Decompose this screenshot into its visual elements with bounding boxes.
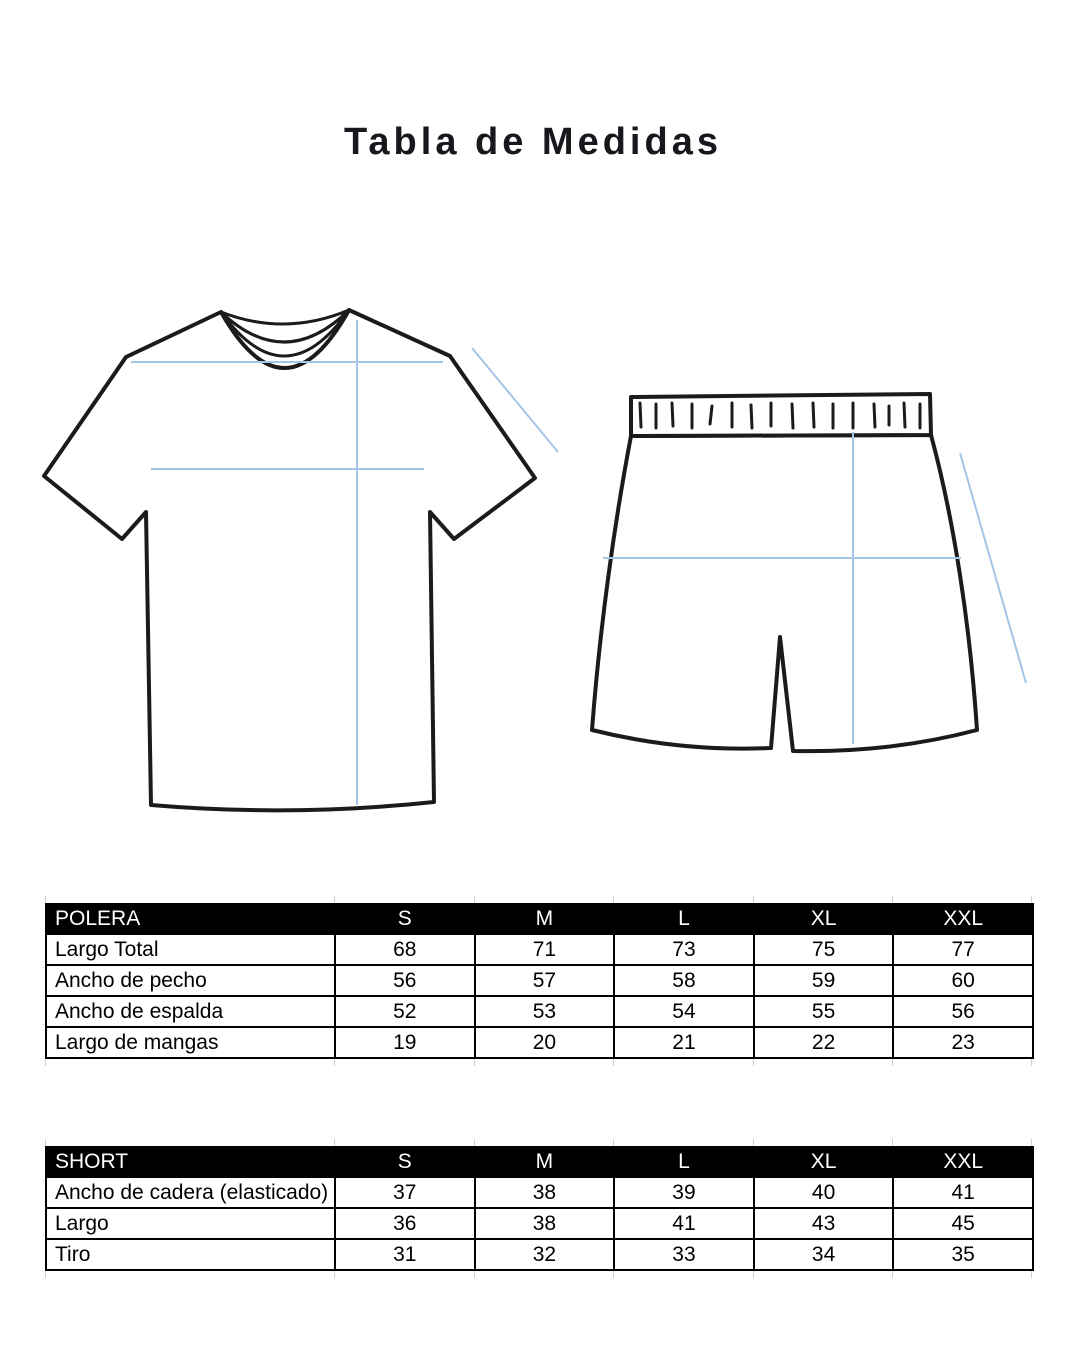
gridline-stub [45, 1271, 46, 1278]
table-title-cell: SHORT [46, 1147, 335, 1177]
gridline-stub [1031, 1059, 1032, 1066]
row-label-cell: Largo de mangas [46, 1027, 335, 1058]
tshirt-illustration [30, 290, 560, 820]
size-header-cell: XXL [893, 904, 1033, 934]
size-header-cell: L [614, 1147, 754, 1177]
size-value-cell: 52 [335, 996, 475, 1027]
page-title: Tabla de Medidas [344, 121, 722, 163]
size-value-cell: 56 [335, 965, 475, 996]
row-label-cell: Tiro [46, 1239, 335, 1270]
gridline-stub [613, 1271, 614, 1278]
gridline-stub [45, 1139, 46, 1146]
size-value-cell: 20 [475, 1027, 615, 1058]
gridline-stub [334, 1059, 335, 1066]
shorts-outline [592, 435, 977, 751]
row-label-cell: Largo [46, 1208, 335, 1239]
table-row [46, 1027, 1033, 1058]
gridline-stub [892, 896, 893, 903]
gridline-stub [892, 1271, 893, 1278]
size-value-cell: 60 [893, 965, 1033, 996]
polera-table [45, 903, 1034, 1059]
size-value-cell: 41 [614, 1208, 754, 1239]
size-header-cell: S [335, 904, 475, 934]
table-header-row [46, 1147, 1033, 1177]
size-value-cell: 32 [475, 1239, 615, 1270]
gridline-stub [474, 1059, 475, 1066]
size-value-cell: 53 [475, 996, 615, 1027]
table-row [46, 1208, 1033, 1239]
size-value-cell: 33 [614, 1239, 754, 1270]
size-value-cell: 58 [614, 965, 754, 996]
gridline-stub [892, 1059, 893, 1066]
short-size-table [45, 1146, 1032, 1271]
size-value-cell: 59 [754, 965, 894, 996]
tshirt-outline [44, 310, 535, 810]
gridline-stub [753, 1059, 754, 1066]
row-label-cell: Largo Total [46, 934, 335, 965]
size-value-cell: 55 [754, 996, 894, 1027]
size-value-cell: 71 [475, 934, 615, 965]
gridline-stub [613, 896, 614, 903]
shorts-illustration [560, 370, 1040, 790]
table-row [46, 1177, 1033, 1208]
size-value-cell: 23 [893, 1027, 1033, 1058]
size-value-cell: 22 [754, 1027, 894, 1058]
size-value-cell: 73 [614, 934, 754, 965]
gridline-stub [1031, 1139, 1032, 1146]
size-header-cell: S [335, 1147, 475, 1177]
size-value-cell: 38 [475, 1208, 615, 1239]
short-table [45, 1146, 1034, 1271]
gridline-stub [1031, 1271, 1032, 1278]
size-value-cell: 54 [614, 996, 754, 1027]
gridline-stub [753, 1271, 754, 1278]
size-header-cell: XL [754, 904, 894, 934]
size-value-cell: 43 [754, 1208, 894, 1239]
size-value-cell: 37 [335, 1177, 475, 1208]
size-value-cell: 41 [893, 1177, 1033, 1208]
table-row [46, 996, 1033, 1027]
row-label-cell: Ancho de espalda [46, 996, 335, 1027]
size-header-cell: M [475, 904, 615, 934]
size-value-cell: 35 [893, 1239, 1033, 1270]
gridline-stub [334, 896, 335, 903]
size-header-cell: XL [754, 1147, 894, 1177]
gridline-stub [613, 1139, 614, 1146]
gridline-stub [892, 1139, 893, 1146]
gridline-stub [474, 1139, 475, 1146]
size-value-cell: 40 [754, 1177, 894, 1208]
table-title-cell: POLERA [46, 904, 335, 934]
size-value-cell: 57 [475, 965, 615, 996]
size-value-cell: 75 [754, 934, 894, 965]
size-header-cell: M [475, 1147, 615, 1177]
size-value-cell: 21 [614, 1027, 754, 1058]
size-value-cell: 31 [335, 1239, 475, 1270]
size-value-cell: 45 [893, 1208, 1033, 1239]
gridline-stub [334, 1271, 335, 1278]
gridline-stub [753, 896, 754, 903]
table-row [46, 1239, 1033, 1270]
size-value-cell: 39 [614, 1177, 754, 1208]
gridline-stub [613, 1059, 614, 1066]
size-value-cell: 77 [893, 934, 1033, 965]
table-row [46, 934, 1033, 965]
size-header-cell: XXL [893, 1147, 1033, 1177]
gridline-stub [474, 896, 475, 903]
gridline-stub [334, 1139, 335, 1146]
gridline-stub [45, 896, 46, 903]
shorts-waistband [631, 394, 931, 436]
size-value-cell: 38 [475, 1177, 615, 1208]
table-row [46, 965, 1033, 996]
size-value-cell: 68 [335, 934, 475, 965]
size-value-cell: 34 [754, 1239, 894, 1270]
size-header-cell: L [614, 904, 754, 934]
size-value-cell: 56 [893, 996, 1033, 1027]
gridline-stub [753, 1139, 754, 1146]
row-label-cell: Ancho de cadera (elasticado) [46, 1177, 335, 1208]
gridline-stub [474, 1271, 475, 1278]
table-header-row [46, 904, 1033, 934]
size-value-cell: 36 [335, 1208, 475, 1239]
gridline-stub [45, 1059, 46, 1066]
row-label-cell: Ancho de pecho [46, 965, 335, 996]
polera-size-table [45, 903, 1032, 1059]
gridline-stub [1031, 896, 1032, 903]
size-value-cell: 19 [335, 1027, 475, 1058]
